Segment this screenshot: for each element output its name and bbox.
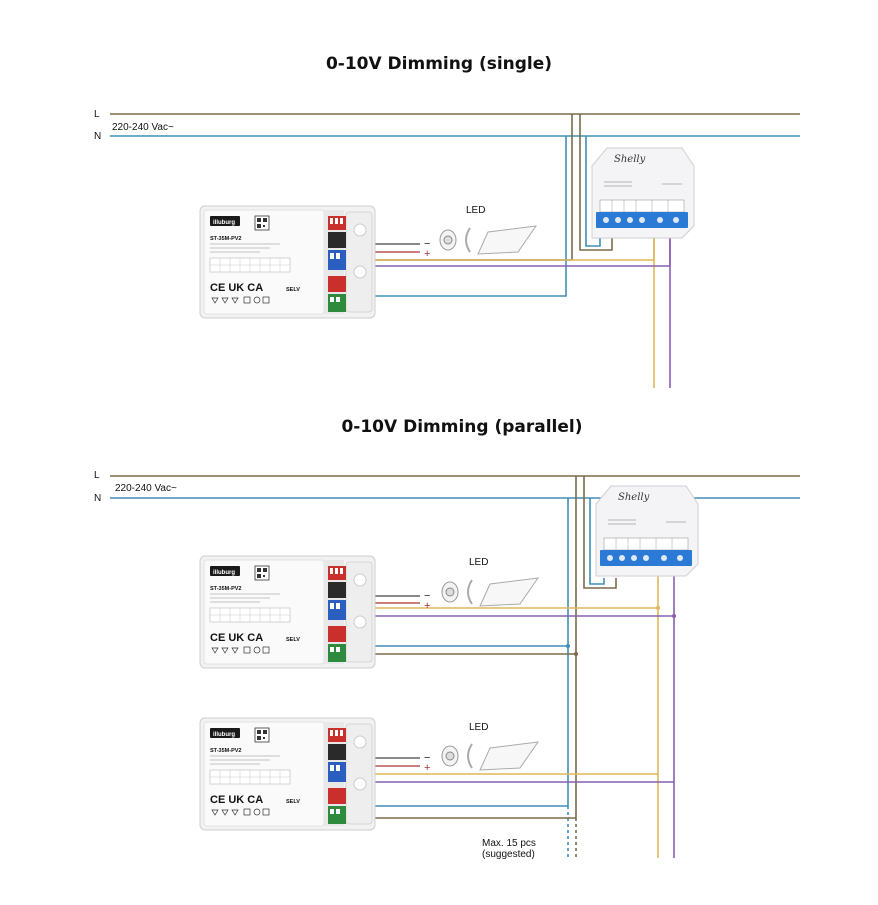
voltage-label: 220-240 Vac~ [112, 122, 174, 133]
led-lamp-icon [440, 226, 536, 254]
plus-sign-d2: + [424, 762, 431, 774]
driver-marks-1: CE UK CA [210, 632, 264, 644]
live-label-2: L [94, 470, 100, 481]
led-lamp-icon-2 [442, 742, 538, 770]
driver-selv-2: SELV [286, 799, 300, 805]
voltage-label-2: 220-240 Vac~ [115, 483, 177, 494]
driver-brand-1: illuburg [213, 570, 235, 576]
driver-selv-1: SELV [286, 637, 300, 643]
live-label: L [94, 109, 100, 120]
junction-dot [656, 606, 660, 610]
led-label-1: LED [469, 557, 489, 568]
minus-sign: − [424, 238, 431, 250]
driver-brand-2: illuburg [213, 732, 235, 738]
diagram-title-single: 0-10V Dimming (single) [325, 54, 553, 74]
suggested-note: (suggested) [482, 849, 535, 860]
junction-dot [574, 652, 578, 656]
minus-sign-d2: − [424, 752, 431, 764]
minus-sign-d1: − [424, 590, 431, 602]
driver-marks: CE UK CA [210, 282, 264, 294]
plus-sign: + [424, 248, 431, 260]
neutral-label-2: N [94, 493, 102, 504]
shelly-logo: Shelly [614, 154, 646, 165]
led-label-2: LED [469, 722, 489, 733]
led-lamp-icon-1 [442, 578, 538, 606]
driver-model-1: ST-35M-PV2 [210, 586, 242, 592]
plus-sign-d1: + [424, 600, 431, 612]
junction-dot [672, 614, 676, 618]
shelly-logo-2: Shelly [618, 492, 650, 503]
led-label: LED [466, 205, 486, 216]
driver-marks-2: CE UK CA [210, 794, 264, 806]
driver-brand: illuburg [213, 220, 235, 226]
driver-model-2: ST-35M-PV2 [210, 748, 242, 754]
junction-dot [566, 644, 570, 648]
neutral-label: N [94, 131, 102, 142]
driver-neutral-wire [358, 136, 566, 296]
driver-selv: SELV [286, 287, 300, 293]
diagram-title-parallel: 0-10V Dimming (parallel) [341, 417, 583, 437]
driver-model: ST-35M-PV2 [210, 236, 242, 242]
max-pcs-note: Max. 15 pcs [482, 838, 536, 849]
